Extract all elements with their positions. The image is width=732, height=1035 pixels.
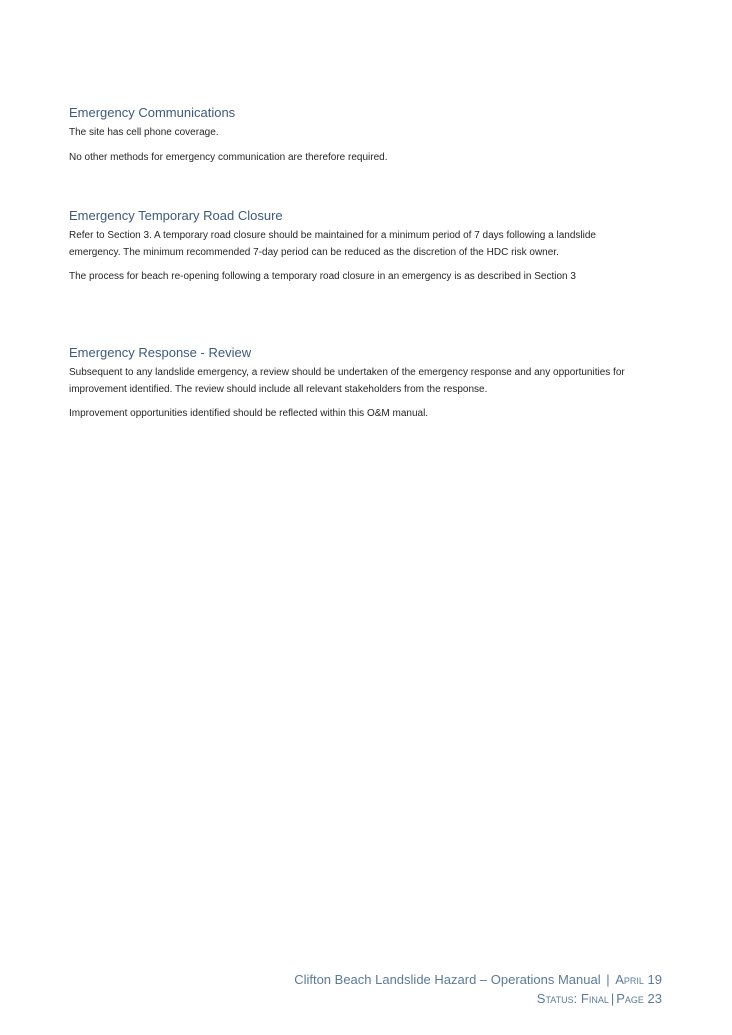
- footer-separator: |: [610, 991, 615, 1006]
- paragraph: Subsequent to any landslide emergency, a review should be undertaken of the emergency response and any opportunities for improvement identified. The review should include all relevant stakeholders from the response.: [69, 367, 625, 395]
- footer-separator: |: [606, 972, 610, 987]
- paragraph: The site has cell phone coverage.: [69, 127, 219, 138]
- paragraph: The process for beach re-opening following a temporary road closure in an emergency is as described in Section 3: [69, 271, 576, 282]
- footer-status-line: [537, 991, 662, 1007]
- section-heading: Emergency Response - Review: [69, 345, 252, 360]
- footer-title-line: [294, 972, 662, 988]
- section-emergency-response-review: [69, 345, 649, 431]
- paragraph: Refer to Section 3. A temporary road closure should be maintained for a minimum period of 7 days following a landslide emergency. The minimum recommended 7-day period can be reduced as the discretion of the HDC risk owner.: [69, 230, 596, 258]
- section-heading: Emergency Temporary Road Closure: [69, 208, 283, 223]
- footer-page-number: 23: [647, 991, 662, 1006]
- footer-page-label: Page: [616, 991, 644, 1006]
- section-emergency-communications: [69, 105, 649, 174]
- paragraph: Improvement opportunities identified should be reflected within this O&M manual.: [69, 408, 429, 419]
- section-emergency-temporary-road-closure: [69, 208, 649, 294]
- section-heading: Emergency Communications: [69, 105, 236, 120]
- footer-status-label: Status:: [536, 991, 578, 1006]
- footer-status-value: Final: [580, 991, 609, 1006]
- paragraph: No other methods for emergency communication are therefore required.: [69, 151, 388, 163]
- footer-doc-title: Clifton Beach Landslide Hazard – Operations Manual: [294, 972, 601, 987]
- footer-date: April 19: [615, 972, 662, 987]
